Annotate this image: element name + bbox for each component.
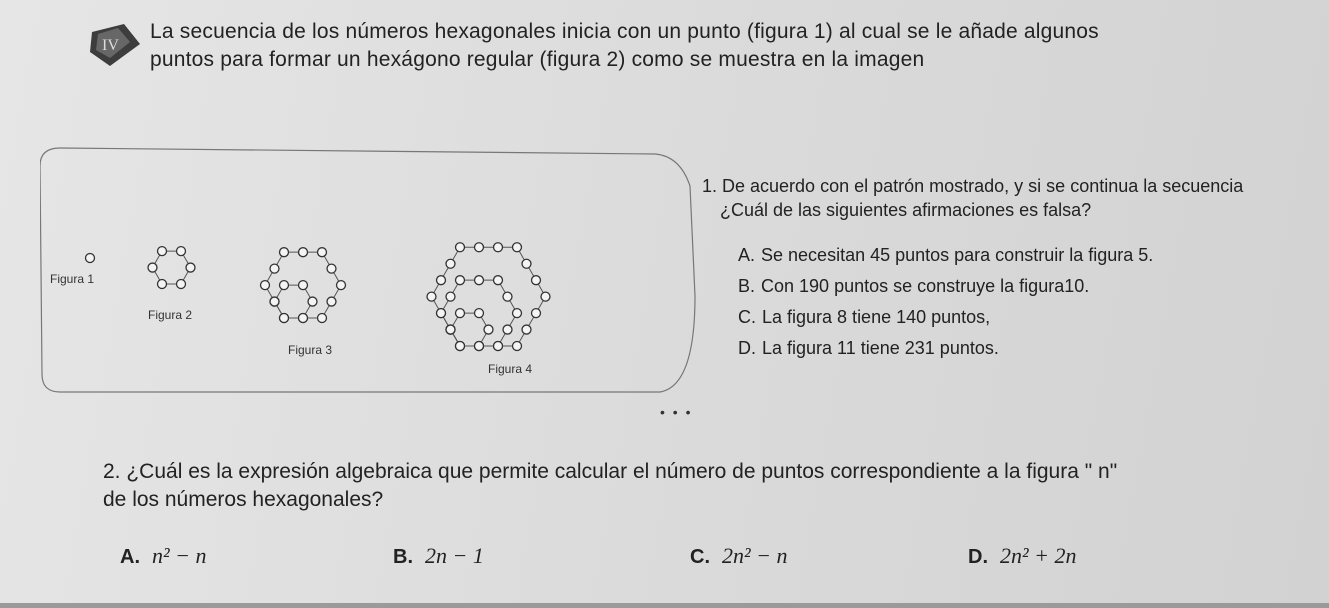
question-1-option-a[interactable]: A. Se necesitan 45 puntos para construir la figura 5. (738, 245, 1154, 265)
figure-4-dot (446, 259, 455, 268)
question-2-line-1: 2. ¿Cuál es la expresión algebraica que permite calcular el número de puntos correspondiente a la figura " n" (103, 460, 1118, 483)
question-2-option-a[interactable]: A. n² − n (120, 543, 207, 568)
figure-4-dot (513, 309, 522, 318)
question-2 (103, 458, 1313, 514)
figure-4-dot (503, 325, 512, 334)
figure-3-dot (261, 281, 270, 290)
figure-4-label: Figura 4 (488, 362, 533, 376)
figure-4-dot (484, 325, 493, 334)
figure-3-dot (327, 297, 336, 306)
figure-3-dot (280, 281, 289, 290)
figure-4-dot (513, 243, 522, 252)
intro-line-2: puntos para formar un hexágono regular (figura 2) como se muestra en la imagen (150, 48, 925, 71)
figure-2-dot (177, 280, 186, 289)
figure-4-dot (503, 292, 512, 301)
figure-4-dot (513, 342, 522, 351)
figure-4-dot (437, 309, 446, 318)
figure-2-dot (158, 280, 167, 289)
sequence-ellipsis: • • • (660, 404, 693, 420)
figure-4-dot (475, 243, 484, 252)
question-2-option-b[interactable]: B. 2n − 1 (393, 543, 484, 568)
question-1 (702, 174, 1329, 364)
figure-2-dot (177, 247, 186, 256)
figure-3-dot (280, 314, 289, 323)
figure-4-dot (446, 292, 455, 301)
figure-4-dot (456, 342, 465, 351)
question-1-option-c[interactable]: C. La figura 8 tiene 140 puntos, (738, 307, 991, 327)
figure-4-dot (475, 276, 484, 285)
section-marker: IV (102, 37, 119, 54)
figure-2-dot (148, 263, 157, 272)
figure-4-dot (494, 243, 503, 252)
figure-3-dot (270, 264, 279, 273)
question-2-option-c[interactable]: C. 2n² − n (690, 543, 788, 568)
intro-paragraph (150, 18, 1290, 74)
hexagon-figures-diagram (40, 146, 700, 396)
figure-4-dot (427, 292, 436, 301)
figure-4-dot (532, 276, 541, 285)
figure-4-dot (446, 325, 455, 334)
question-1-option-b[interactable]: B. Con 190 puntos se construye la figura10. (738, 276, 1090, 296)
figures-frame (40, 148, 695, 392)
figure-1-dot (86, 254, 95, 263)
figure-1-label: Figura 1 (50, 272, 95, 286)
figure-3-dot (308, 297, 317, 306)
figure-3-dot (280, 248, 289, 257)
figure-4-dot (475, 342, 484, 351)
figure-3-dot (318, 314, 327, 323)
figure-3-dot (299, 281, 308, 290)
figure-4-dot (494, 276, 503, 285)
section-marker-badge (88, 22, 144, 68)
figure-3-dot (270, 297, 279, 306)
figure-4-dot (475, 309, 484, 318)
page-bottom-edge (0, 603, 1329, 608)
figure-3-dot (318, 248, 327, 257)
hexagon-figures-panel (40, 146, 700, 420)
figure-3-label: Figura 3 (288, 343, 333, 357)
question-2-option-d[interactable]: D. 2n² + 2n (968, 543, 1077, 568)
figure-4-dot (494, 342, 503, 351)
figure-3-dot (299, 248, 308, 257)
figure-4-dot (541, 292, 550, 301)
figure-4-dot (456, 243, 465, 252)
question-1-option-d[interactable]: D. La figura 11 tiene 231 puntos. (738, 338, 999, 358)
figure-4-dot (522, 325, 531, 334)
figure-4-dot (437, 276, 446, 285)
figure-4-dot (522, 259, 531, 268)
question-1-stem-line-2: ¿Cuál de las siguientes afirmaciones es falsa? (720, 200, 1092, 220)
figure-4-dot (456, 309, 465, 318)
figure-2-dot (186, 263, 195, 272)
figure-3-dot (299, 314, 308, 323)
question-2-line-2: de los números hexagonales? (103, 488, 384, 511)
figure-4-dot (456, 276, 465, 285)
figure-2-dot (158, 247, 167, 256)
figure-2-label: Figura 2 (148, 308, 193, 322)
question-1-options (738, 240, 1329, 364)
intro-line-1: La secuencia de los números hexagonales inicia con un punto (figura 1) al cual se le añade algunos (150, 20, 1099, 43)
figure-3-dot (337, 281, 346, 290)
question-1-stem-line-1: 1. De acuerdo con el patrón mostrado, y si se continua la secuencia (702, 176, 1244, 196)
figure-4-dot (532, 309, 541, 318)
figure-3-dot (327, 264, 336, 273)
